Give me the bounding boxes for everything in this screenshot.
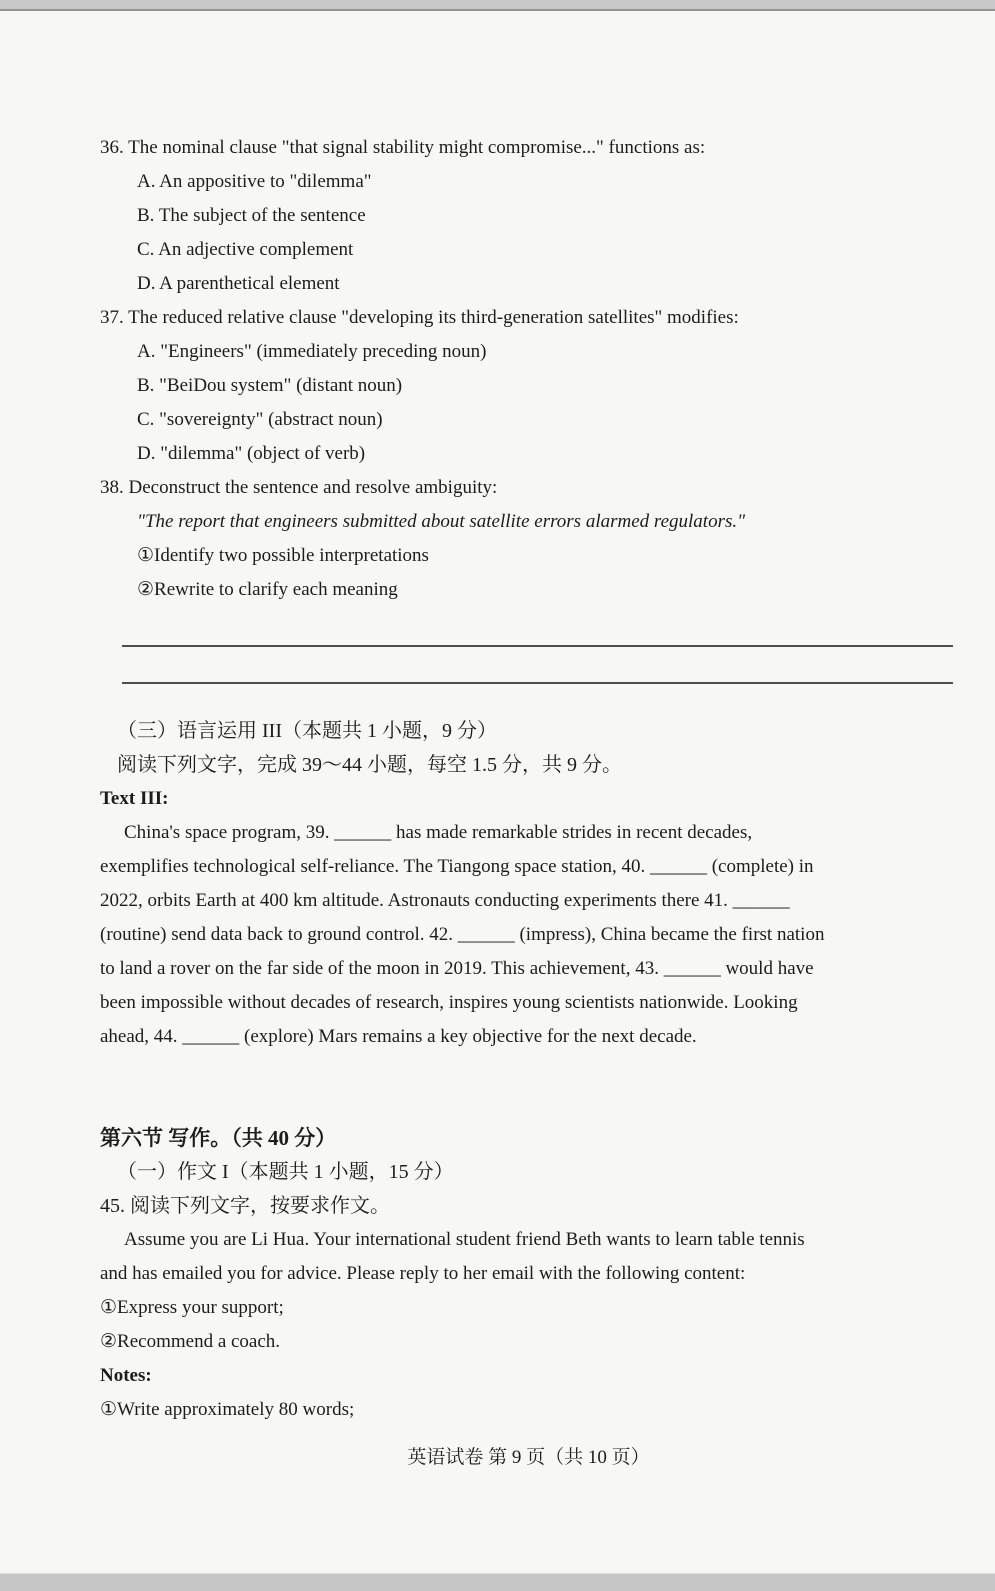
q36-option-b: B. The subject of the sentence [137, 205, 366, 226]
text3-line-6: been impossible without decades of research, inspires young scientists nationwide. Looking [100, 992, 798, 1013]
q37-prompt: 37. The reduced relative clause "developing its third-generation satellites" modifies: [100, 307, 739, 328]
q45-intro: 45. 阅读下列文字，按要求作文。 [100, 1195, 390, 1217]
text3-line-7: ahead, 44. ______ (explore) Mars remains a key objective for the next decade. [100, 1026, 697, 1047]
page-footer: 英语试卷 第 9 页（共 10 页） [407, 1447, 650, 1468]
text3-line-3: 2022, orbits Earth at 400 km altitude. Astronauts conducting experiments there 41. ______ [100, 890, 790, 911]
section3-heading: （三）语言运用 III（本题共 1 小题，9 分） [117, 720, 497, 742]
text3-line-2: exemplifies technological self-reliance. The Tiangong space station, 40. ______ (complete) in [100, 856, 814, 877]
section3-instruction: 阅读下列文字，完成 39～44 小题，每空 1.5 分，共 9 分。 [117, 754, 622, 776]
text3-line-5: to land a rover on the far side of the moon in 2019. This achievement, 43. ______ would have [100, 958, 814, 979]
q36-option-a: A. An appositive to "dilemma" [137, 171, 372, 192]
q38-step-2: ②Rewrite to clarify each meaning [137, 579, 398, 600]
text3-label: Text III: [100, 788, 169, 809]
q45-requirement-1: ①Express your support; [100, 1297, 284, 1318]
q45-prompt-line-1: Assume you are Li Hua. Your international student friend Beth wants to learn table tennis [124, 1229, 805, 1250]
section6-subheading: （一）作文 I（本题共 1 小题，15 分） [117, 1161, 454, 1183]
question-37 [100, 301, 957, 471]
q36-prompt: 36. The nominal clause "that signal stability might compromise..." functions as: [100, 137, 706, 158]
q45-requirement-2: ②Recommend a coach. [100, 1331, 281, 1352]
q37-option-d: D. "dilemma" (object of verb) [137, 443, 366, 464]
answer-line-2 [122, 682, 953, 684]
note-1: ①Write approximately 80 words; [100, 1399, 355, 1420]
question-36 [100, 131, 957, 301]
text3-line-4: (routine) send data back to ground control. 42. ______ (impress), China became the first nation [100, 924, 825, 945]
q38-prompt: 38. Deconstruct the sentence and resolve ambiguity: [100, 477, 498, 498]
question-38 [100, 471, 957, 607]
text3-line-1: China's space program, 39. ______ has made remarkable strides in recent decades, [124, 822, 753, 843]
q37-option-a: A. "Engineers" (immediately preceding noun) [137, 341, 487, 362]
section6-heading: 第六节 写作。（共 40 分） [100, 1126, 337, 1150]
section-writing [100, 1121, 957, 1427]
page-content [100, 0, 957, 1427]
q37-option-c: C. "sovereignty" (abstract noun) [137, 409, 383, 430]
notes-label: Notes: [100, 1365, 152, 1386]
q38-quoted-sentence: "The report that engineers submitted about satellite errors alarmed regulators." [137, 511, 746, 532]
scan-bottom-edge [0, 1573, 995, 1591]
q36-option-d: D. A parenthetical element [137, 273, 340, 294]
answer-line-1 [122, 645, 953, 647]
q45-prompt-line-2: and has emailed you for advice. Please reply to her email with the following content: [100, 1263, 746, 1284]
section-language-use [100, 714, 957, 1054]
q38-step-1: ①Identify two possible interpretations [137, 545, 429, 566]
q36-option-c: C. An adjective complement [137, 239, 354, 260]
q37-option-b: B. "BeiDou system" (distant noun) [137, 375, 403, 396]
